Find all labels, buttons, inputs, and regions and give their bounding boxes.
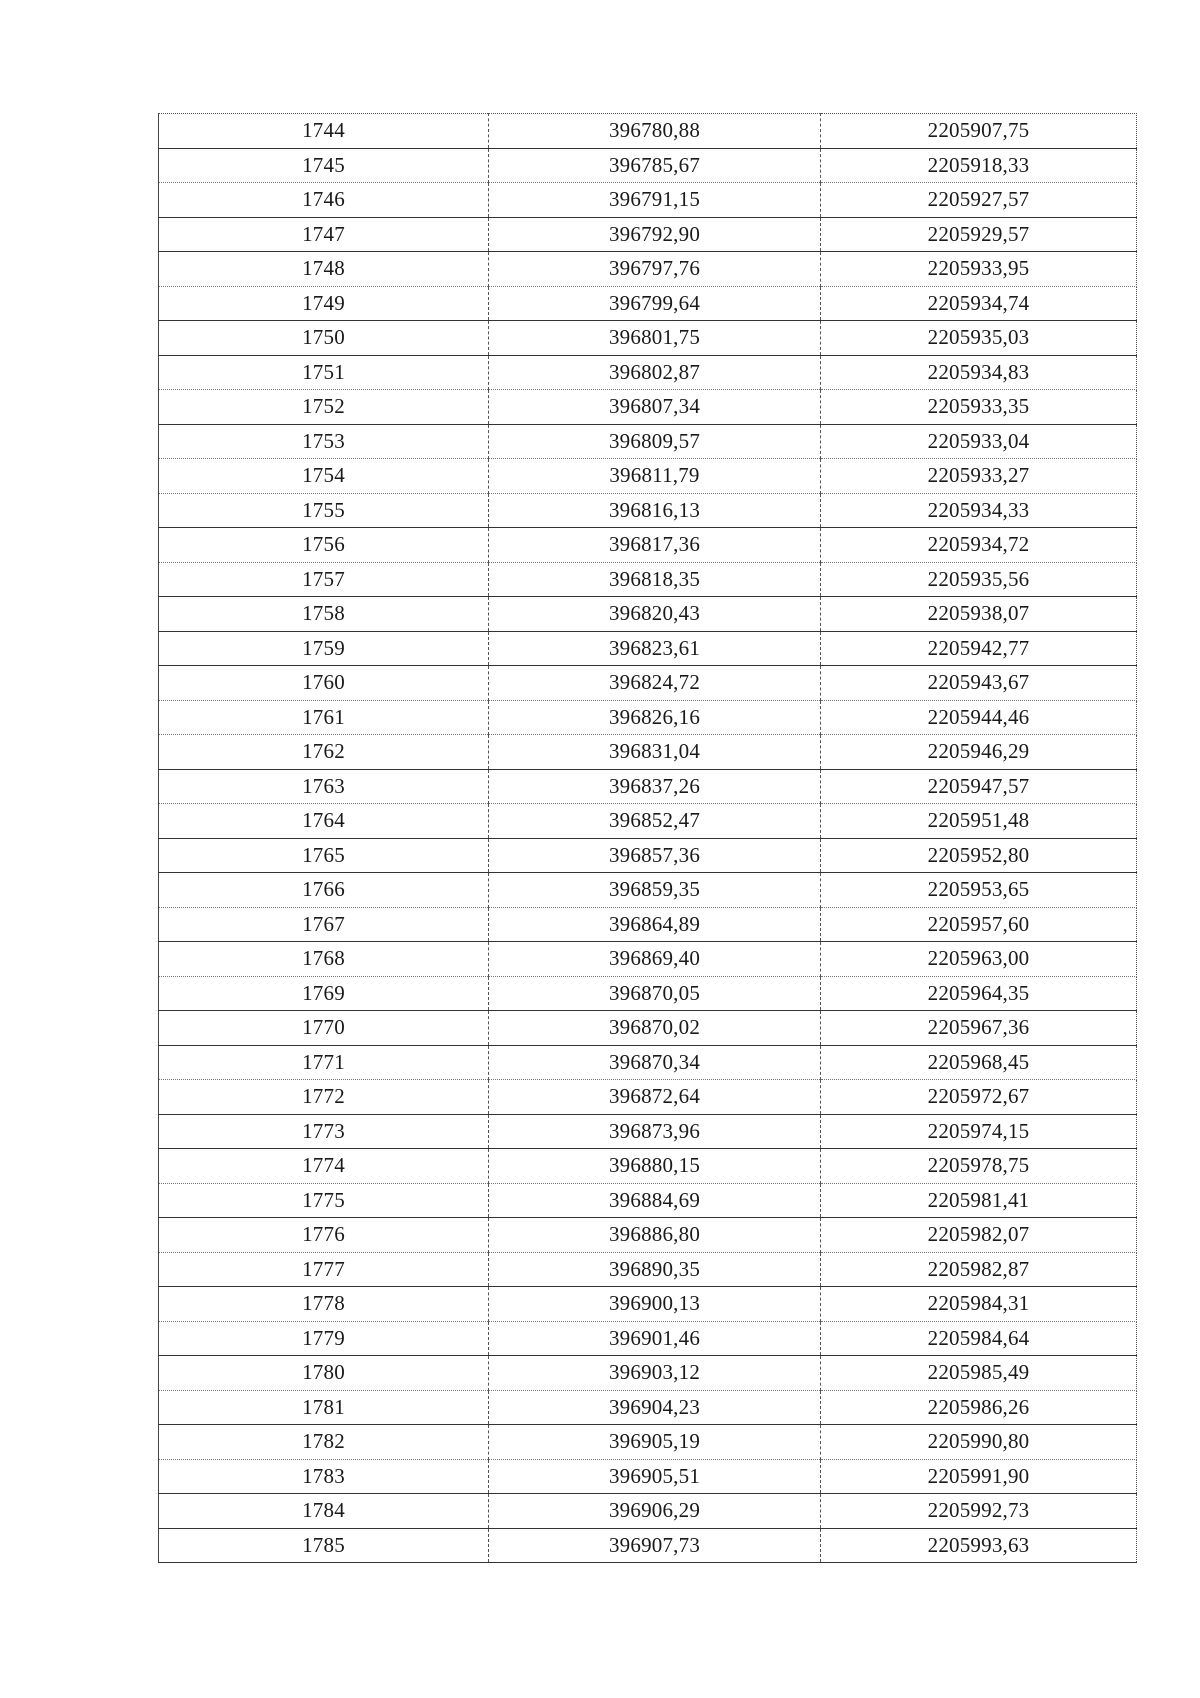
table-row bbox=[159, 907, 1137, 942]
y-coordinate-cell: 2205968,45 bbox=[821, 1045, 1137, 1080]
point-number-cell: 1765 bbox=[159, 838, 489, 873]
point-number-cell: 1782 bbox=[159, 1425, 489, 1460]
y-coordinate-cell: 2205957,60 bbox=[821, 907, 1137, 942]
y-coordinate-cell: 2205978,75 bbox=[821, 1149, 1137, 1184]
point-number-cell: 1755 bbox=[159, 493, 489, 528]
table-row bbox=[159, 1183, 1137, 1218]
x-coordinate-cell: 396900,13 bbox=[489, 1287, 821, 1322]
y-coordinate-cell: 2205947,57 bbox=[821, 769, 1137, 804]
point-number-cell: 1747 bbox=[159, 217, 489, 252]
y-coordinate-cell: 2205984,64 bbox=[821, 1321, 1137, 1356]
table-row bbox=[159, 976, 1137, 1011]
point-number-cell: 1777 bbox=[159, 1252, 489, 1287]
y-coordinate-cell: 2205990,80 bbox=[821, 1425, 1137, 1460]
y-coordinate-cell: 2205918,33 bbox=[821, 148, 1137, 183]
y-coordinate-cell: 2205946,29 bbox=[821, 735, 1137, 770]
y-coordinate-cell: 2205967,36 bbox=[821, 1011, 1137, 1046]
coordinates-table bbox=[158, 113, 1137, 1563]
point-number-cell: 1758 bbox=[159, 597, 489, 632]
y-coordinate-cell: 2205907,75 bbox=[821, 114, 1137, 149]
table-row bbox=[159, 769, 1137, 804]
point-number-cell: 1761 bbox=[159, 700, 489, 735]
x-coordinate-cell: 396890,35 bbox=[489, 1252, 821, 1287]
table-row bbox=[159, 424, 1137, 459]
table-row bbox=[159, 562, 1137, 597]
table-row bbox=[159, 873, 1137, 908]
table-row bbox=[159, 355, 1137, 390]
point-number-cell: 1746 bbox=[159, 183, 489, 218]
y-coordinate-cell: 2205934,83 bbox=[821, 355, 1137, 390]
y-coordinate-cell: 2205984,31 bbox=[821, 1287, 1137, 1322]
table-row bbox=[159, 735, 1137, 770]
y-coordinate-cell: 2205934,72 bbox=[821, 528, 1137, 563]
y-coordinate-cell: 2205934,33 bbox=[821, 493, 1137, 528]
table-row bbox=[159, 1045, 1137, 1080]
point-number-cell: 1768 bbox=[159, 942, 489, 977]
table-row bbox=[159, 942, 1137, 977]
y-coordinate-cell: 2205974,15 bbox=[821, 1114, 1137, 1149]
point-number-cell: 1764 bbox=[159, 804, 489, 839]
x-coordinate-cell: 396792,90 bbox=[489, 217, 821, 252]
table-row bbox=[159, 1321, 1137, 1356]
x-coordinate-cell: 396907,73 bbox=[489, 1528, 821, 1563]
x-coordinate-cell: 396817,36 bbox=[489, 528, 821, 563]
x-coordinate-cell: 396818,35 bbox=[489, 562, 821, 597]
point-number-cell: 1784 bbox=[159, 1494, 489, 1529]
point-number-cell: 1748 bbox=[159, 252, 489, 287]
point-number-cell: 1759 bbox=[159, 631, 489, 666]
table-row bbox=[159, 1252, 1137, 1287]
y-coordinate-cell: 2205934,74 bbox=[821, 286, 1137, 321]
point-number-cell: 1776 bbox=[159, 1218, 489, 1253]
point-number-cell: 1751 bbox=[159, 355, 489, 390]
table-row bbox=[159, 1080, 1137, 1115]
point-number-cell: 1757 bbox=[159, 562, 489, 597]
point-number-cell: 1754 bbox=[159, 459, 489, 494]
table-row bbox=[159, 390, 1137, 425]
point-number-cell: 1771 bbox=[159, 1045, 489, 1080]
x-coordinate-cell: 396824,72 bbox=[489, 666, 821, 701]
y-coordinate-cell: 2205993,63 bbox=[821, 1528, 1137, 1563]
point-number-cell: 1767 bbox=[159, 907, 489, 942]
x-coordinate-cell: 396872,64 bbox=[489, 1080, 821, 1115]
x-coordinate-cell: 396809,57 bbox=[489, 424, 821, 459]
table-row bbox=[159, 631, 1137, 666]
point-number-cell: 1749 bbox=[159, 286, 489, 321]
table-row bbox=[159, 1011, 1137, 1046]
y-coordinate-cell: 2205938,07 bbox=[821, 597, 1137, 632]
x-coordinate-cell: 396791,15 bbox=[489, 183, 821, 218]
y-coordinate-cell: 2205951,48 bbox=[821, 804, 1137, 839]
point-number-cell: 1762 bbox=[159, 735, 489, 770]
y-coordinate-cell: 2205943,67 bbox=[821, 666, 1137, 701]
table-row bbox=[159, 217, 1137, 252]
y-coordinate-cell: 2205986,26 bbox=[821, 1390, 1137, 1425]
x-coordinate-cell: 396852,47 bbox=[489, 804, 821, 839]
point-number-cell: 1779 bbox=[159, 1321, 489, 1356]
point-number-cell: 1750 bbox=[159, 321, 489, 356]
x-coordinate-cell: 396811,79 bbox=[489, 459, 821, 494]
y-coordinate-cell: 2205933,35 bbox=[821, 390, 1137, 425]
table-row bbox=[159, 183, 1137, 218]
y-coordinate-cell: 2205981,41 bbox=[821, 1183, 1137, 1218]
point-number-cell: 1781 bbox=[159, 1390, 489, 1425]
table-row bbox=[159, 1149, 1137, 1184]
x-coordinate-cell: 396826,16 bbox=[489, 700, 821, 735]
x-coordinate-cell: 396837,26 bbox=[489, 769, 821, 804]
table-row bbox=[159, 286, 1137, 321]
x-coordinate-cell: 396870,02 bbox=[489, 1011, 821, 1046]
point-number-cell: 1780 bbox=[159, 1356, 489, 1391]
table-row bbox=[159, 493, 1137, 528]
x-coordinate-cell: 396801,75 bbox=[489, 321, 821, 356]
y-coordinate-cell: 2205933,04 bbox=[821, 424, 1137, 459]
point-number-cell: 1745 bbox=[159, 148, 489, 183]
y-coordinate-cell: 2205982,87 bbox=[821, 1252, 1137, 1287]
y-coordinate-cell: 2205935,03 bbox=[821, 321, 1137, 356]
point-number-cell: 1769 bbox=[159, 976, 489, 1011]
table-row bbox=[159, 597, 1137, 632]
x-coordinate-cell: 396823,61 bbox=[489, 631, 821, 666]
point-number-cell: 1774 bbox=[159, 1149, 489, 1184]
point-number-cell: 1752 bbox=[159, 390, 489, 425]
table-row bbox=[159, 321, 1137, 356]
table-row bbox=[159, 1218, 1137, 1253]
x-coordinate-cell: 396905,19 bbox=[489, 1425, 821, 1460]
point-number-cell: 1773 bbox=[159, 1114, 489, 1149]
y-coordinate-cell: 2205929,57 bbox=[821, 217, 1137, 252]
y-coordinate-cell: 2205952,80 bbox=[821, 838, 1137, 873]
x-coordinate-cell: 396906,29 bbox=[489, 1494, 821, 1529]
table-row bbox=[159, 666, 1137, 701]
x-coordinate-cell: 396859,35 bbox=[489, 873, 821, 908]
table-row bbox=[159, 1287, 1137, 1322]
y-coordinate-cell: 2205991,90 bbox=[821, 1459, 1137, 1494]
x-coordinate-cell: 396873,96 bbox=[489, 1114, 821, 1149]
table-row bbox=[159, 1356, 1137, 1391]
x-coordinate-cell: 396905,51 bbox=[489, 1459, 821, 1494]
table-row bbox=[159, 1459, 1137, 1494]
x-coordinate-cell: 396780,88 bbox=[489, 114, 821, 149]
x-coordinate-cell: 396880,15 bbox=[489, 1149, 821, 1184]
table-row bbox=[159, 838, 1137, 873]
x-coordinate-cell: 396884,69 bbox=[489, 1183, 821, 1218]
x-coordinate-cell: 396869,40 bbox=[489, 942, 821, 977]
x-coordinate-cell: 396799,64 bbox=[489, 286, 821, 321]
point-number-cell: 1778 bbox=[159, 1287, 489, 1322]
point-number-cell: 1766 bbox=[159, 873, 489, 908]
y-coordinate-cell: 2205927,57 bbox=[821, 183, 1137, 218]
y-coordinate-cell: 2205963,00 bbox=[821, 942, 1137, 977]
point-number-cell: 1756 bbox=[159, 528, 489, 563]
table-row bbox=[159, 528, 1137, 563]
table-row bbox=[159, 1114, 1137, 1149]
table-row bbox=[159, 700, 1137, 735]
point-number-cell: 1785 bbox=[159, 1528, 489, 1563]
y-coordinate-cell: 2205992,73 bbox=[821, 1494, 1137, 1529]
x-coordinate-cell: 396864,89 bbox=[489, 907, 821, 942]
x-coordinate-cell: 396870,34 bbox=[489, 1045, 821, 1080]
y-coordinate-cell: 2205942,77 bbox=[821, 631, 1137, 666]
point-number-cell: 1772 bbox=[159, 1080, 489, 1115]
point-number-cell: 1763 bbox=[159, 769, 489, 804]
x-coordinate-cell: 396785,67 bbox=[489, 148, 821, 183]
x-coordinate-cell: 396816,13 bbox=[489, 493, 821, 528]
x-coordinate-cell: 396831,04 bbox=[489, 735, 821, 770]
point-number-cell: 1744 bbox=[159, 114, 489, 149]
table-row bbox=[159, 1494, 1137, 1529]
coordinates-table-body bbox=[159, 114, 1137, 1563]
table-row bbox=[159, 1425, 1137, 1460]
y-coordinate-cell: 2205944,46 bbox=[821, 700, 1137, 735]
y-coordinate-cell: 2205982,07 bbox=[821, 1218, 1137, 1253]
point-number-cell: 1760 bbox=[159, 666, 489, 701]
table-row bbox=[159, 148, 1137, 183]
table-row bbox=[159, 252, 1137, 287]
x-coordinate-cell: 396797,76 bbox=[489, 252, 821, 287]
point-number-cell: 1783 bbox=[159, 1459, 489, 1494]
table-row bbox=[159, 114, 1137, 149]
point-number-cell: 1770 bbox=[159, 1011, 489, 1046]
y-coordinate-cell: 2205985,49 bbox=[821, 1356, 1137, 1391]
y-coordinate-cell: 2205972,67 bbox=[821, 1080, 1137, 1115]
table-row bbox=[159, 804, 1137, 839]
table-row bbox=[159, 1390, 1137, 1425]
y-coordinate-cell: 2205953,65 bbox=[821, 873, 1137, 908]
y-coordinate-cell: 2205964,35 bbox=[821, 976, 1137, 1011]
y-coordinate-cell: 2205935,56 bbox=[821, 562, 1137, 597]
x-coordinate-cell: 396904,23 bbox=[489, 1390, 821, 1425]
x-coordinate-cell: 396901,46 bbox=[489, 1321, 821, 1356]
x-coordinate-cell: 396820,43 bbox=[489, 597, 821, 632]
table-row bbox=[159, 1528, 1137, 1563]
y-coordinate-cell: 2205933,27 bbox=[821, 459, 1137, 494]
x-coordinate-cell: 396857,36 bbox=[489, 838, 821, 873]
x-coordinate-cell: 396807,34 bbox=[489, 390, 821, 425]
point-number-cell: 1775 bbox=[159, 1183, 489, 1218]
x-coordinate-cell: 396802,87 bbox=[489, 355, 821, 390]
table-row bbox=[159, 459, 1137, 494]
x-coordinate-cell: 396903,12 bbox=[489, 1356, 821, 1391]
x-coordinate-cell: 396886,80 bbox=[489, 1218, 821, 1253]
y-coordinate-cell: 2205933,95 bbox=[821, 252, 1137, 287]
x-coordinate-cell: 396870,05 bbox=[489, 976, 821, 1011]
point-number-cell: 1753 bbox=[159, 424, 489, 459]
